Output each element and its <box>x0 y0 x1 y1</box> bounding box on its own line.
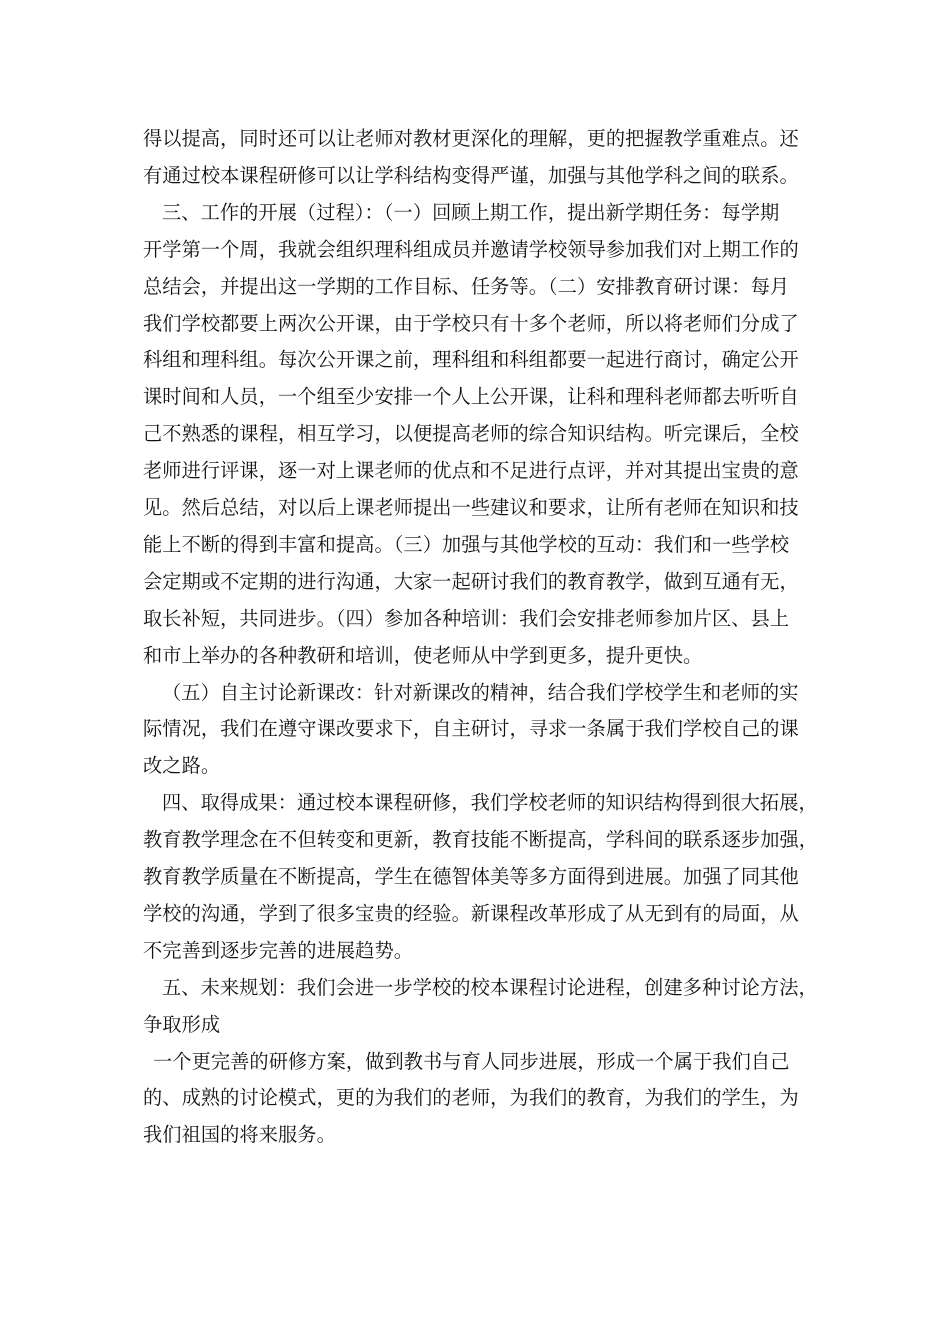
text-line: 争取形成 <box>143 1012 221 1036</box>
text-line: 能上不断的得到丰富和提高。（三）加强与其他学校的互动：我们和一些学校 <box>143 532 790 556</box>
text-line: 有通过校本课程研修可以让学科结构变得严谨，加强与其他学科之间的联系。 <box>143 163 799 187</box>
text-line: 老师进行评课，逐一对上课老师的优点和不足进行点评，并对其提出宝贵的意 <box>143 459 799 483</box>
text-line: 总结会，并提出这一学期的工作目标、任务等。（二）安排教育研讨课：每月 <box>143 274 790 298</box>
text-line: 际情况，我们在遵守课改要求下，自主研讨，寻求一条属于我们学校自己的课 <box>143 717 799 741</box>
text-line: 四、取得成果：通过校本课程研修，我们学校老师的知识结构得到很大拓展， <box>162 791 818 815</box>
text-line: 科组和理科组。每次公开课之前，理科组和科组都要一起进行商讨，确定公开 <box>143 348 799 372</box>
text-line: 五、未来规划：我们会进一步学校的校本课程讨论进程，创建多种讨论方法， <box>162 975 818 999</box>
text-line: 我们学校都要上两次公开课，由于学校只有十多个老师，所以将老师们分成了 <box>143 311 799 335</box>
text-line: 见。然后总结，对以后上课老师提出一些建议和要求，让所有老师在知识和技 <box>143 496 799 519</box>
text-line: 改之路。 <box>143 754 221 778</box>
text-line: 课时间和人员，一个组至少安排一个人上公开课，让科和理科老师都去听听自 <box>143 385 799 409</box>
text-line: 的、成熟的讨论模式，更的为我们的老师，为我们的教育，为我们的学生，为 <box>143 1086 799 1110</box>
text-line: 我们祖国的将来服务。 <box>143 1123 336 1147</box>
text-line: 三、工作的开展（过程）：（一）回顾上期工作，提出新学期任务：每学期 <box>162 200 780 224</box>
text-line: 教育教学质量在不断提高，学生在德智体美等多方面得到进展。加强了同其他 <box>143 865 799 888</box>
text-line: （五）自主讨论新课改：针对新课改的精神，结合我们学校学生和老师的实 <box>162 680 799 704</box>
text-line: 和市上举办的各种教研和培训，使老师从中学到更多，提升更快。 <box>143 643 703 667</box>
text-line: 不完善到逐步完善的进展趋势。 <box>143 938 414 962</box>
text-line: 教育教学理念在不但转变和更新，教育技能不断提高，学科间的联系逐步加强， <box>143 828 819 852</box>
text-line: 开学第一个周，我就会组织理科组成员并邀请学校领导参加我们对上期工作的 <box>143 237 799 261</box>
text-line: 取长补短，共同进步。（四）参加各种培训：我们会安排老师参加片区、县上 <box>143 606 790 630</box>
text-line: 己不熟悉的课程，相互学习，以便提高老师的综合知识结构。听完课后，全校 <box>143 422 799 446</box>
text-line: 会定期或不定期的进行沟通，大家一起研讨我们的教育教学，做到互通有无， <box>143 569 799 593</box>
text-line: 得以提高，同时还可以让老师对教材更深化的理解，更的把握教学重难点。还 <box>143 127 799 150</box>
text-line: 学校的沟通，学到了很多宝贵的经验。新课程改革形成了从无到有的局面，从 <box>143 901 799 925</box>
text-line: 一个更完善的研修方案，做到教书与育人同步进展，形成一个属于我们自己 <box>153 1049 790 1073</box>
